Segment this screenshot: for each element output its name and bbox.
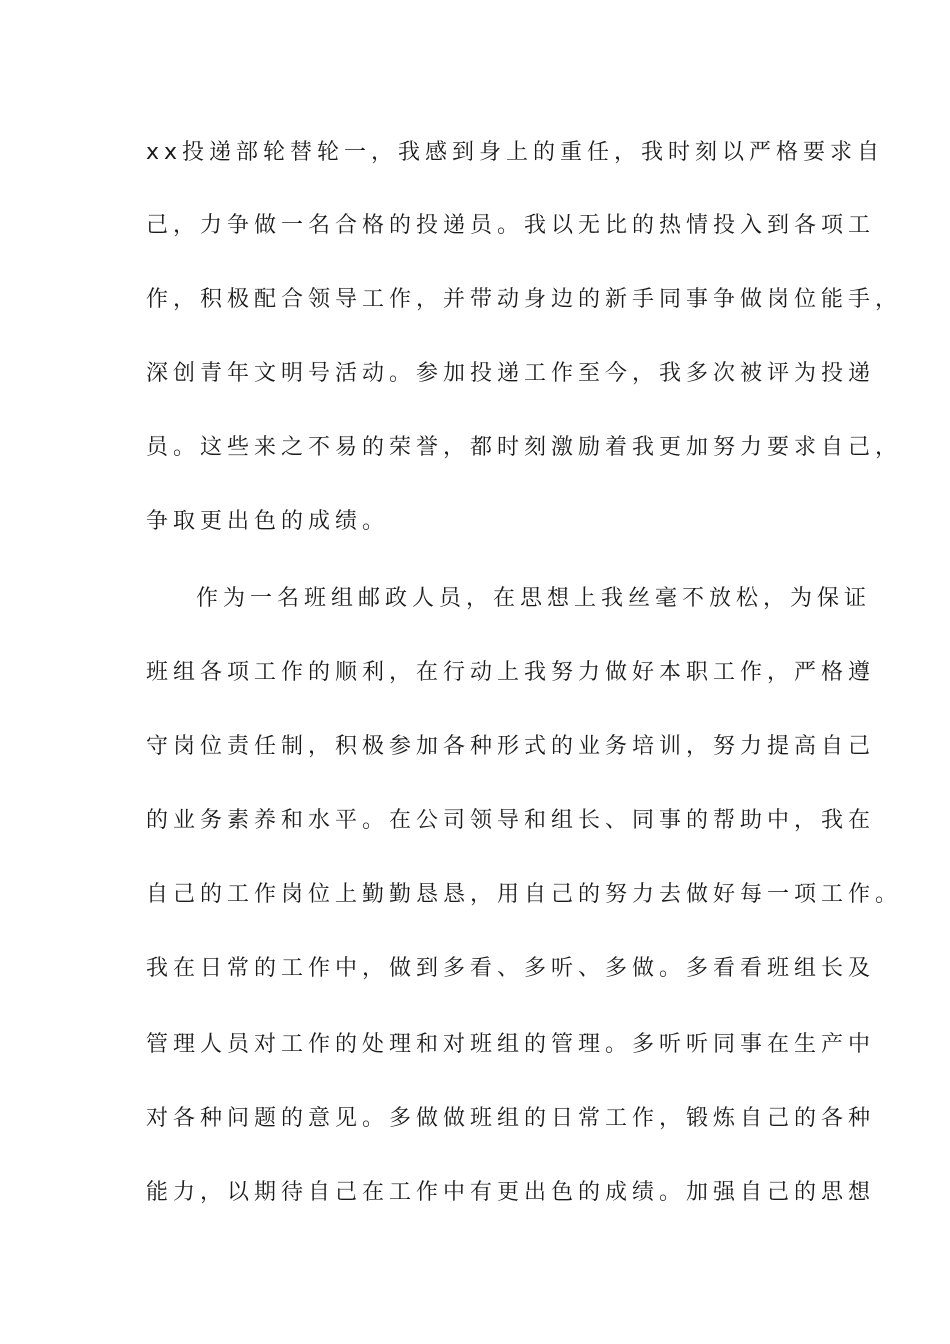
text-line: 争取更出色的成绩。: [146, 509, 390, 534]
text-line: 守岗位责任制，积极参加各种形式的业务培训，努力提高自己: [146, 734, 876, 759]
text-line: 我在日常的工作中，做到多看、多听、多做。多看看班组长及: [146, 956, 876, 981]
text-line: 班组各项工作的顺利，在行动上我努力做好本职工作，严格遵: [146, 660, 876, 685]
text-line: 自己的工作岗位上勤勤恳恳，用自己的努力去做好每一项工作。: [146, 882, 903, 907]
text-line: 员。这些来之不易的荣誉，都时刻激励着我更加努力要求自己，: [146, 435, 903, 460]
text-line: 的业务素养和水平。在公司领导和组长、同事的帮助中，我在: [146, 808, 876, 833]
text-line: xx投递部轮替轮一，我感到身上的重任，我时刻以严格要求自: [146, 140, 885, 165]
text-line: 作，积极配合领导工作，并带动身边的新手同事争做岗位能手，: [146, 287, 903, 312]
text-line: 管理人员对工作的处理和对班组的管理。多听听同事在生产中: [146, 1032, 876, 1057]
text-line: 深创青年文明号活动。参加投递工作至今，我多次被评为投递: [146, 361, 876, 386]
text-line: 己，力争做一名合格的投递员。我以无比的热情投入到各项工: [146, 213, 876, 238]
paragraph-first-line: 作为一名班组邮政人员，在思想上我丝毫不放松，为保证: [196, 586, 872, 611]
text-line: 能力，以期待自己在工作中有更出色的成绩。加强自己的思想: [146, 1180, 876, 1205]
text-line: 对各种问题的意见。多做做班组的日常工作，锻炼自己的各种: [146, 1106, 876, 1131]
